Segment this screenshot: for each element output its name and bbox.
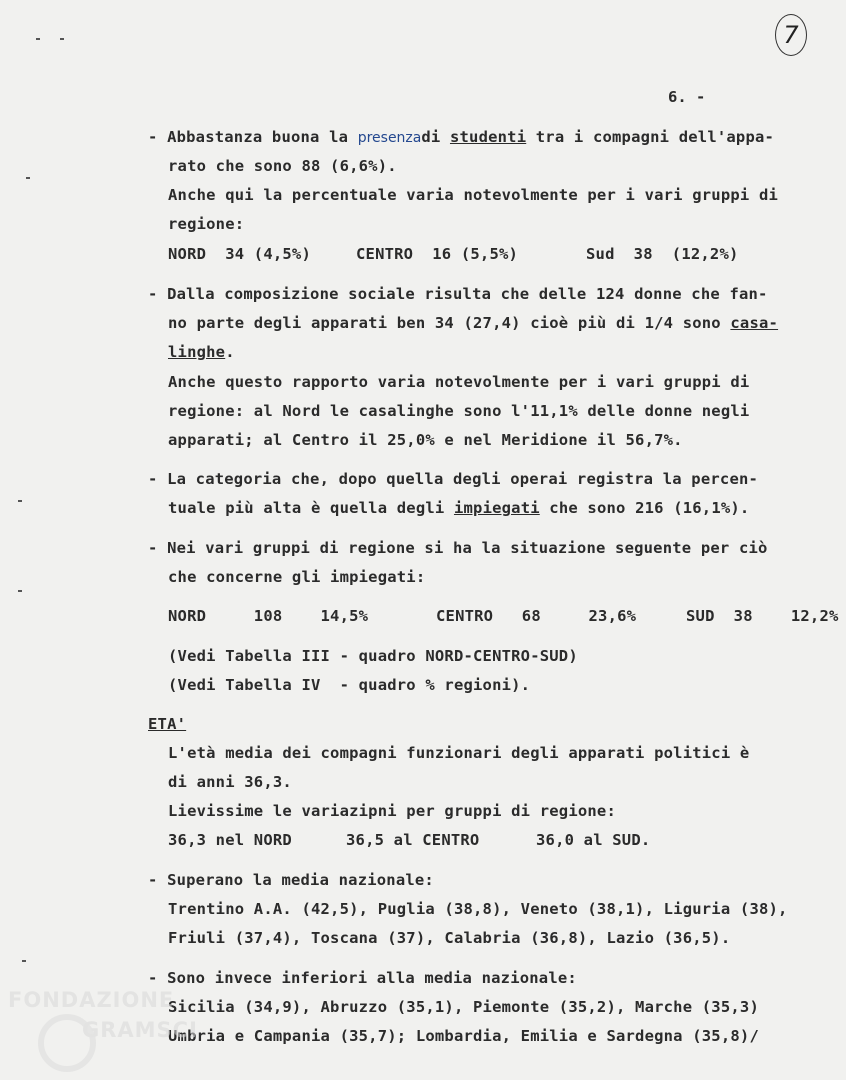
para4-centro: CENTRO 68 23,6%: [436, 607, 637, 625]
table-ref-4: (Vedi Tabella IV - quadro % regioni).: [168, 676, 531, 694]
para2-line3: linghe.: [168, 343, 235, 361]
margin-mark: [36, 38, 40, 40]
underlined-impiegati: impiegati: [453, 499, 540, 517]
margin-mark: [18, 500, 22, 502]
para1-line3: Anche qui la percentuale varia notevolmente per i vari gruppi di: [168, 186, 779, 204]
para6-line1: - Sono invece inferiori alla media nazionale:: [148, 969, 577, 987]
section-heading-eta: ETA': [148, 715, 187, 733]
table-ref-3: (Vedi Tabella III - quadro NORD-CENTRO-SUD): [168, 647, 578, 665]
para1-line1: - Abbastanza buona la presenzadi studenti tra i compagni dell'appa-: [148, 128, 775, 146]
para2-line5: regione: al Nord le casalinghe sono l'11,1% delle donne negli: [168, 402, 750, 420]
para2-line2: no parte degli apparati ben 34 (27,4) cioè più di 1/4 sono casa-: [168, 314, 779, 332]
underlined-casalinghe: casa-: [730, 314, 779, 332]
para1-centro: CENTRO 16 (5,5%): [356, 245, 519, 263]
page-number: 6. -: [668, 88, 706, 106]
para3-line2: tuale più alta è quella degli impiegati che sono 216 (16,1%).: [168, 499, 750, 517]
para1-sud: Sud 38 (12,2%): [586, 245, 739, 263]
margin-mark: [22, 960, 26, 962]
para2-line4: Anche questo rapporto varia notevolmente per i vari gruppi di: [168, 373, 750, 391]
eta-sud: 36,0 al SUD.: [536, 831, 651, 849]
fondazione-gramsci-watermark: [8, 988, 198, 1078]
watermark-text-bottom: GRAMSCI: [82, 1018, 198, 1042]
para4-sud: SUD 38 12,2%: [686, 607, 839, 625]
handwritten-insert: presenza: [357, 130, 422, 146]
watermark-text-top: FONDAZIONE: [8, 988, 175, 1012]
para5-line1: - Superano la media nazionale:: [148, 871, 434, 889]
margin-mark: [26, 177, 30, 179]
para5-line2: Trentino A.A. (42,5), Puglia (38,8), Veneto (38,1), Liguria (38),: [168, 900, 788, 918]
para1-line2: rato che sono 88 (6,6%).: [168, 157, 397, 175]
margin-mark: [18, 590, 22, 592]
para4-line1: - Nei vari gruppi di regione si ha la situazione seguente per ciò: [148, 539, 768, 557]
para3-line1: - La categoria che, dopo quella degli operai registra la percen-: [148, 470, 759, 488]
circled-page-number: 7: [775, 14, 807, 56]
para1-line4: regione:: [168, 215, 245, 233]
para1-nord: NORD 34 (4,5%): [168, 245, 311, 263]
underlined-studenti: studenti: [449, 128, 527, 146]
eta-line3: Lievissime le variazipni per gruppi di regione:: [168, 802, 616, 820]
eta-centro: 36,5 al CENTRO: [346, 831, 480, 849]
eta-line2: di anni 36,3.: [168, 773, 292, 791]
para4-line2: che concerne gli impiegati:: [168, 568, 426, 586]
eta-nord: 36,3 nel NORD: [168, 831, 292, 849]
para6-line2: Sicilia (34,9), Abruzzo (35,1), Piemonte (35,2), Marche (35,3): [168, 998, 759, 1016]
para4-nord: NORD 108 14,5%: [168, 607, 369, 625]
para5-line3: Friuli (37,4), Toscana (37), Calabria (36,8), Lazio (36,5).: [168, 929, 731, 947]
para2-line1: - Dalla composizione sociale risulta che delle 124 donne che fan-: [148, 285, 768, 303]
para2-line6: apparati; al Centro il 25,0% e nel Meridione il 56,7%.: [168, 431, 683, 449]
para6-line3: Umbria e Campania (35,7); Lombardia, Emilia e Sardegna (35,8)/: [168, 1027, 759, 1045]
margin-mark: [60, 38, 64, 40]
eta-line1: L'età media dei compagni funzionari degli apparati politici è: [168, 744, 750, 762]
